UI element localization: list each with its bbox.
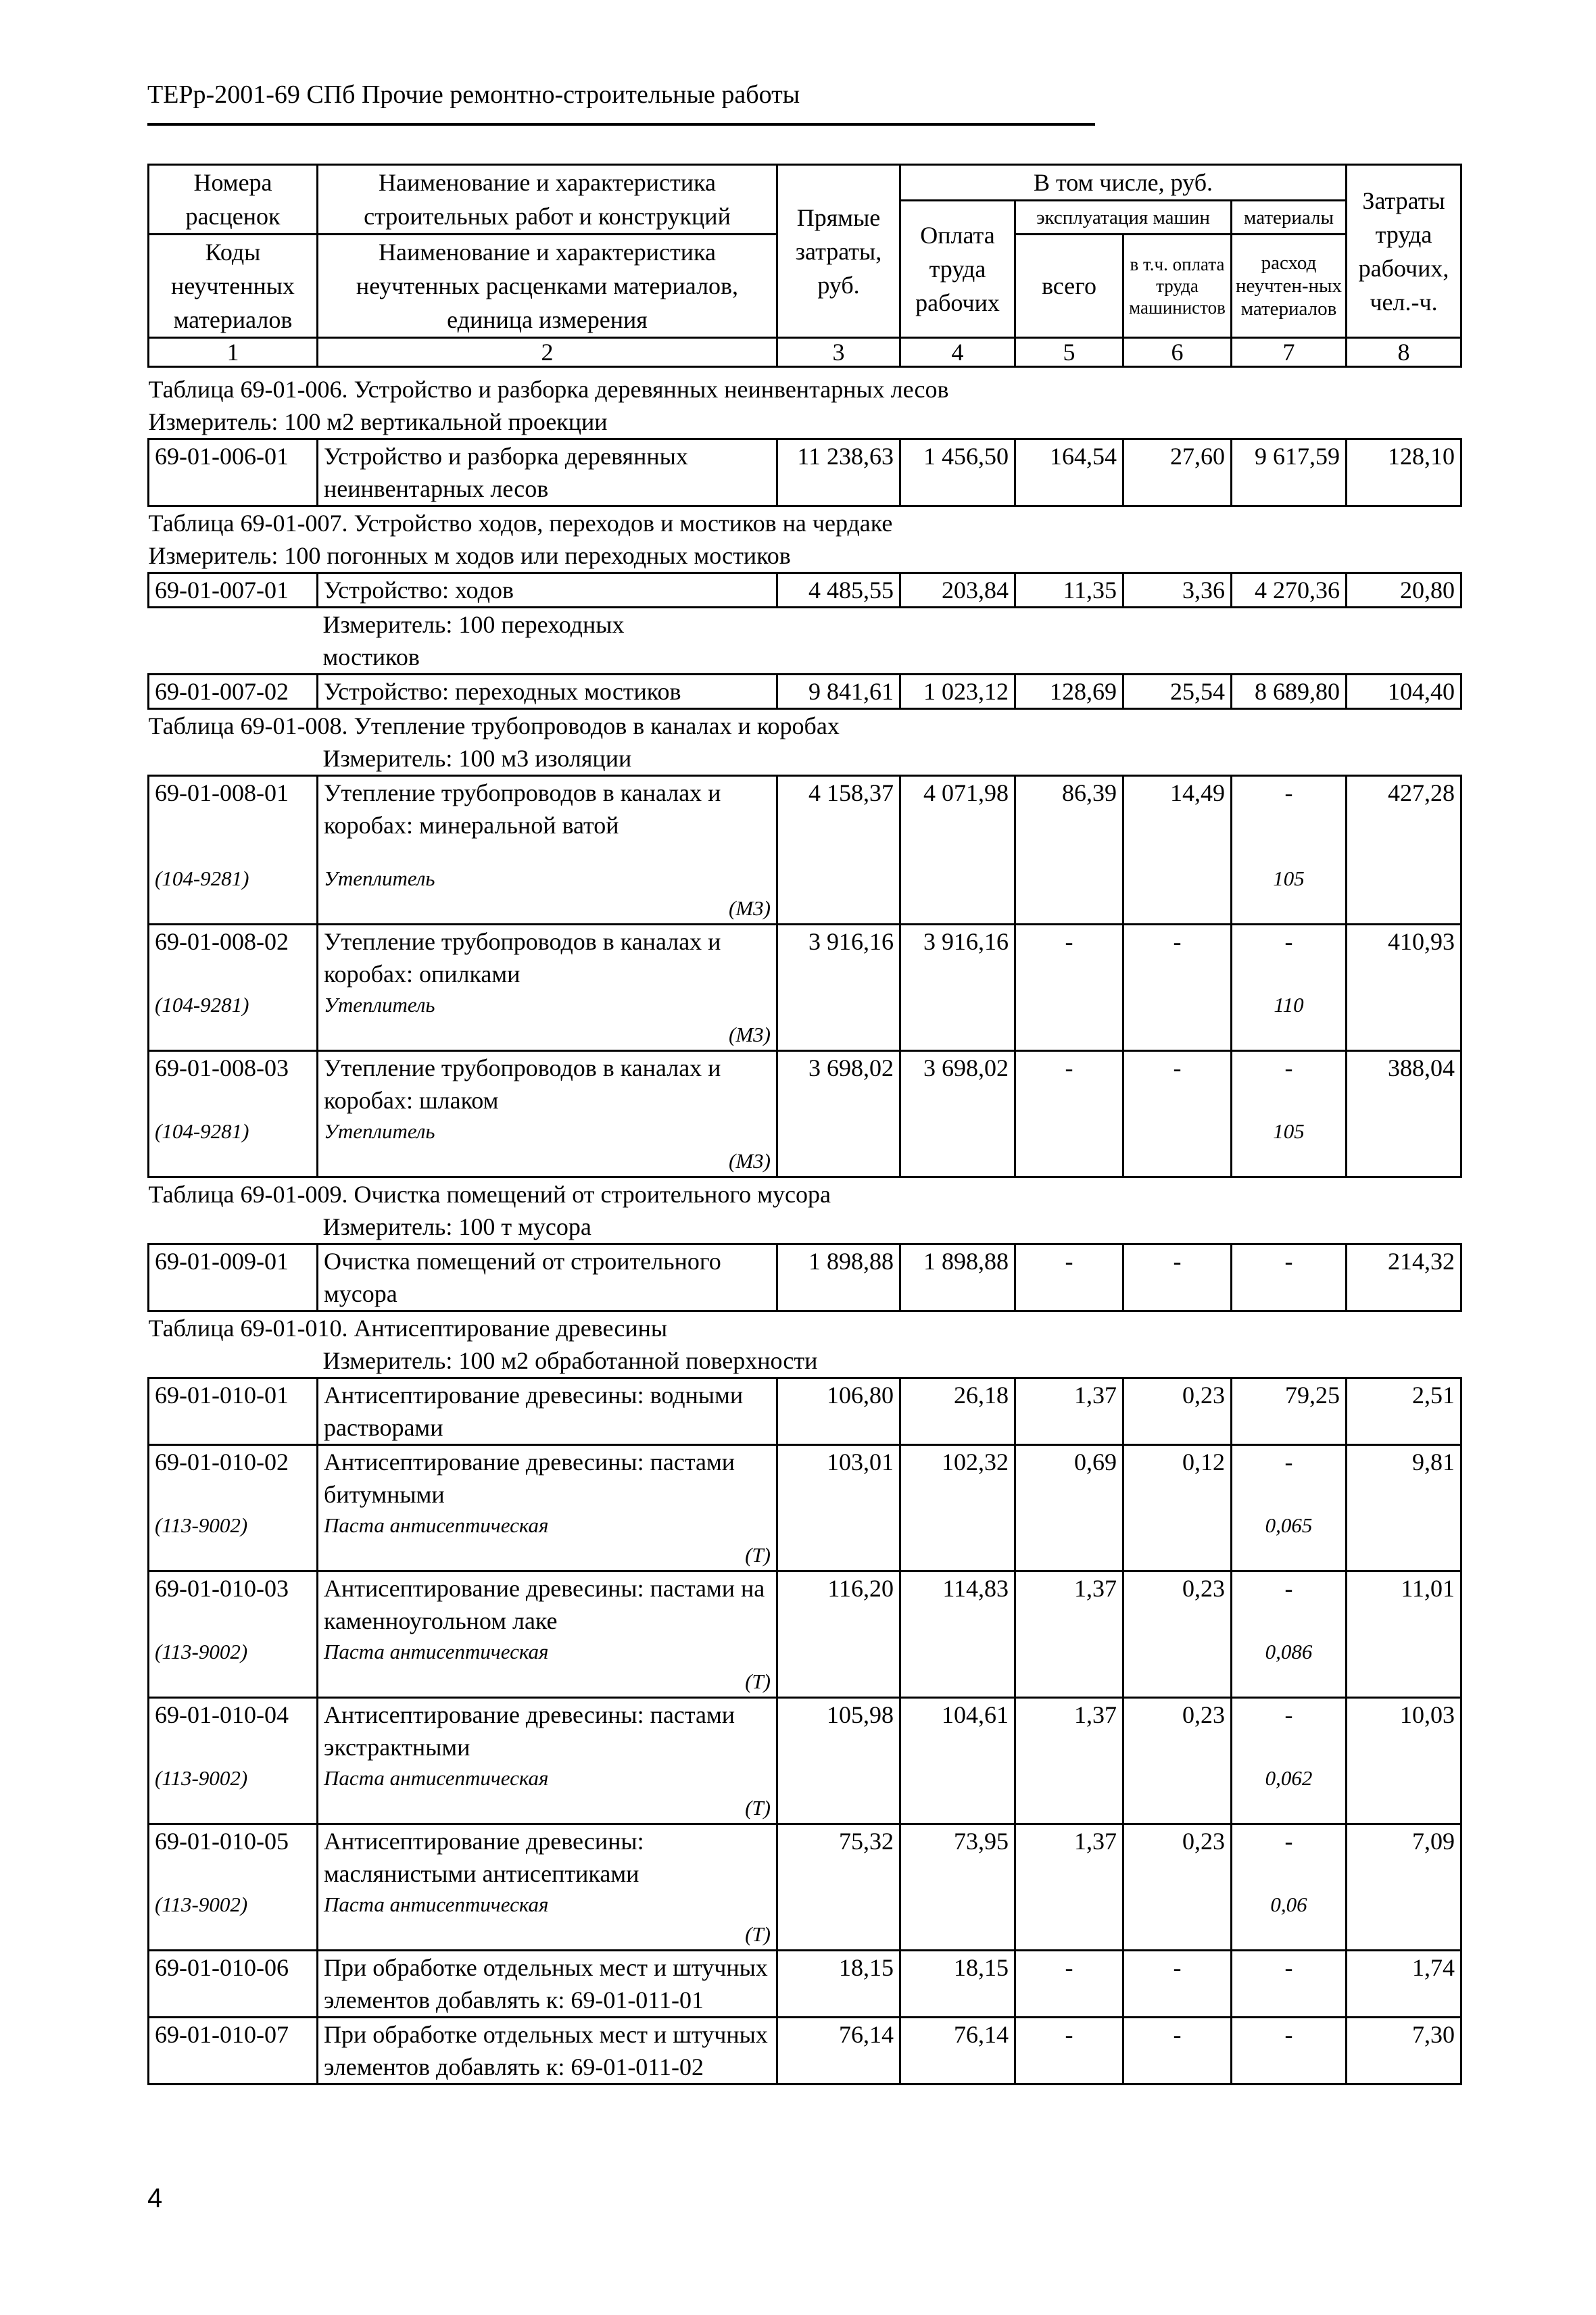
col-number: 1 [149,338,318,367]
material-unit: (Т) [745,1795,771,1820]
direct-cost: 11 238,63 [777,439,900,506]
direct-cost: 116,20 [777,1571,900,1637]
material-code: (104-9281) [149,1117,318,1177]
labor-cost: 26,18 [900,1378,1015,1444]
rate-name: Антисептирование древесины: пастами на каменноугольном лаке [318,1571,777,1637]
operator-wage: 0,12 [1123,1444,1232,1511]
rate-name: При обработке отдельных мест и штучных элементов добавлять к: 69-01-011-02 [318,2017,777,2084]
machine-cost: - [1015,1950,1123,2017]
col-2-top-header: Наименование и характеристика строительных работ и конструкций [318,165,777,235]
labor-cost: 18,15 [900,1950,1015,2017]
material-consumption: 110 [1232,990,1347,1051]
rate-code: 69-01-010-02 [149,1444,318,1511]
materials-cost: - [1232,1950,1347,2017]
direct-cost: 4 158,37 [777,776,900,864]
operator-wage: - [1123,2017,1232,2084]
labor-cost: 1 456,50 [900,439,1015,506]
operator-wage: 14,49 [1123,776,1232,864]
rate-name: Устройство и разборка деревянных неинвентарных лесов [318,439,777,506]
direct-cost: 76,14 [777,2017,900,2084]
material-unit: (Т) [745,1542,771,1567]
operator-wage: - [1123,1950,1232,2017]
labor-hours: 9,81 [1347,1444,1461,1511]
material-name: Утеплитель [324,866,435,890]
operator-wage: 0,23 [1123,1571,1232,1637]
material-row [149,1117,1461,1177]
operator-wage: 3,36 [1123,573,1232,608]
material-name: Паста антисептическая [324,1639,549,1663]
rate-code: 69-01-010-01 [149,1378,318,1444]
labor-cost: 1 898,88 [900,1244,1015,1311]
labor-hours: 427,28 [1347,776,1461,864]
material-row [149,990,1461,1051]
operator-wage: 27,60 [1123,439,1232,506]
col-6-header: в т.ч. оплата труда машинистов [1123,235,1232,338]
labor-cost: 1 023,12 [900,675,1015,709]
material-code: (113-9002) [149,1763,318,1824]
labor-cost: 73,95 [900,1824,1015,1890]
section-title: Таблица 69-01-006. Устройство и разборка деревянных неинвентарных лесов [148,376,949,403]
material-row [149,1763,1461,1824]
col-number: 7 [1232,338,1347,367]
rate-name: Устройство: переходных мостиков [318,675,777,709]
rate-code: 69-01-009-01 [149,1244,318,1311]
rate-name: При обработке отдельных мест и штучных элементов добавлять к: 69-01-011-01 [318,1950,777,2017]
rate-code: 69-01-008-03 [149,1050,318,1117]
rate-name: Утепление трубопроводов в каналах и коробах: опилками [318,924,777,990]
header-rule [147,123,1095,126]
table-row [149,2017,1461,2084]
rate-code: 69-01-010-06 [149,1950,318,2017]
operator-wage: - [1123,1244,1232,1311]
labor-hours: 7,09 [1347,1824,1461,1890]
machine-cost: 11,35 [1015,573,1123,608]
section-title: Таблица 69-01-010. Антисептирование древесины [148,1314,668,1342]
materials-cost: 9 617,59 [1232,439,1347,506]
labor-hours: 20,80 [1347,573,1461,608]
table-row [149,924,1461,990]
col-number: 5 [1015,338,1123,367]
material-code: (104-9281) [149,864,318,925]
page-number: 4 [147,2183,163,2213]
material-row [149,1890,1461,1951]
col-1-bottom-header: Коды неучтенных материалов [149,235,318,338]
materials-cost: 8 689,80 [1232,675,1347,709]
materials-cost: - [1232,1824,1347,1890]
labor-hours: 128,10 [1347,439,1461,506]
direct-cost: 75,32 [777,1824,900,1890]
machine-cost: 0,69 [1015,1444,1123,1511]
operator-wage: 0,23 [1123,1378,1232,1444]
machine-cost: 164,54 [1015,439,1123,506]
materials-cost: - [1232,1244,1347,1311]
material-name: Утеплитель [324,1119,435,1143]
col-number: 8 [1347,338,1461,367]
col-number: 2 [318,338,777,367]
labor-hours: 104,40 [1347,675,1461,709]
material-name: Паста антисептическая [324,1765,549,1790]
machine-cost: - [1015,1244,1123,1311]
col-number: 3 [777,338,900,367]
machine-cost: 86,39 [1015,776,1123,864]
table-row [149,675,1461,709]
material-unit: (Т) [745,1669,771,1693]
materials-cost: - [1232,1697,1347,1763]
labor-cost: 3 698,02 [900,1050,1015,1117]
material-consumption: 0,062 [1232,1763,1347,1824]
direct-cost: 18,15 [777,1950,900,2017]
machine-cost: 1,37 [1015,1697,1123,1763]
rate-code: 69-01-007-01 [149,573,318,608]
rate-code: 69-01-008-01 [149,776,318,864]
material-unit: (М3) [729,896,771,920]
operator-wage: - [1123,924,1232,990]
rate-code: 69-01-010-04 [149,1697,318,1763]
section-measure: Измеритель: 100 т мусора [322,1213,591,1240]
material-unit: (М3) [729,1148,771,1173]
machine-cost: 1,37 [1015,1824,1123,1890]
machine-cost: - [1015,924,1123,990]
rate-code: 69-01-010-07 [149,2017,318,2084]
material-row [149,1511,1461,1571]
direct-cost: 4 485,55 [777,573,900,608]
table-row [149,1378,1461,1444]
table-row [149,1571,1461,1637]
materials-header: материалы [1232,201,1347,235]
rate-code: 69-01-007-02 [149,675,318,709]
machine-cost: - [1015,1050,1123,1117]
labor-hours: 11,01 [1347,1571,1461,1637]
section-measure: Измеритель: 100 погонных м ходов или переходных мостиков [148,542,791,569]
rate-name: Устройство: ходов [318,573,777,608]
material-row [149,864,1461,925]
table-row [149,439,1461,506]
col-7-header: расход неучтен-ных материалов [1232,235,1347,338]
materials-cost: 4 270,36 [1232,573,1347,608]
materials-cost: - [1232,1444,1347,1511]
material-consumption: 105 [1232,864,1347,925]
material-name: Утеплитель [324,992,435,1017]
section-measure: Измеритель: 100 м2 вертикальной проекции [148,408,608,435]
labor-hours: 2,51 [1347,1378,1461,1444]
operator-wage: 0,23 [1123,1697,1232,1763]
rate-name: Антисептирование древесины: пастами экстрактными [318,1697,777,1763]
labor-cost: 3 916,16 [900,924,1015,990]
material-code: (113-9002) [149,1511,318,1571]
labor-cost: 203,84 [900,573,1015,608]
labor-cost: 114,83 [900,1571,1015,1637]
rate-name: Антисептирование древесины: пастами битумными [318,1444,777,1511]
col-8-header: Затраты труда рабочих, чел.-ч. [1347,165,1461,338]
labor-cost: 4 071,98 [900,776,1015,864]
running-header: ТЕРр-2001-69 СПб Прочие ремонтно-строительные работы [147,80,800,109]
materials-cost: - [1232,1571,1347,1637]
table-row [149,573,1461,608]
rate-code: 69-01-010-03 [149,1571,318,1637]
labor-hours: 10,03 [1347,1697,1461,1763]
machine-cost: 1,37 [1015,1378,1123,1444]
material-row [149,1637,1461,1698]
labor-hours: 410,93 [1347,924,1461,990]
rate-name: Утепление трубопроводов в каналах и коробах: шлаком [318,1050,777,1117]
materials-cost: - [1232,2017,1347,2084]
materials-cost: - [1232,924,1347,990]
rate-code: 69-01-010-05 [149,1824,318,1890]
direct-cost: 106,80 [777,1378,900,1444]
machine-cost: - [1015,2017,1123,2084]
labor-hours: 214,32 [1347,1244,1461,1311]
direct-cost: 1 898,88 [777,1244,900,1311]
table-row [149,1050,1461,1117]
rate-code: 69-01-008-02 [149,924,318,990]
material-consumption: 105 [1232,1117,1347,1177]
section-title: Таблица 69-01-009. Очистка помещений от строительного мусора [148,1180,831,1208]
col-4-header: Оплата труда рабочих [900,201,1015,338]
material-consumption: 0,065 [1232,1511,1347,1571]
table-row [149,1244,1461,1311]
col-5-header: всего [1015,235,1123,338]
group-header: В том числе, руб. [900,165,1347,201]
price-table [147,164,1462,2085]
labor-hours: 7,30 [1347,2017,1461,2084]
direct-cost: 103,01 [777,1444,900,1511]
section-measure: Измеритель: 100 переходных мостиков [322,611,625,671]
material-unit: (Т) [745,1922,771,1946]
machine-cost: 1,37 [1015,1571,1123,1637]
rate-name: Антисептирование древесины: водными растворами [318,1378,777,1444]
material-consumption: 0,06 [1232,1890,1347,1951]
table-row [149,1444,1461,1511]
material-code: (104-9281) [149,990,318,1051]
operator-wage: - [1123,1050,1232,1117]
section-measure: Измеритель: 100 м3 изоляции [322,745,632,772]
material-unit: (М3) [729,1022,771,1046]
section-title: Таблица 69-01-008. Утепление трубопроводов в каналах и коробах [148,712,840,739]
labor-hours: 1,74 [1347,1950,1461,2017]
col-number: 4 [900,338,1015,367]
col-3-header: Прямые затраты, руб. [777,165,900,338]
table-row [149,1824,1461,1890]
direct-cost: 3 698,02 [777,1050,900,1117]
labor-hours: 388,04 [1347,1050,1461,1117]
direct-cost: 3 916,16 [777,924,900,990]
machines-header: эксплуатация машин [1015,201,1232,235]
rate-name: Утепление трубопроводов в каналах и коробах: минеральной ватой [318,776,777,864]
rate-name: Антисептирование древесины: маслянистыми антисептиками [318,1824,777,1890]
col-2-bottom-header: Наименование и характеристика неучтенных расценками материалов, единица измерения [318,235,777,338]
labor-cost: 104,61 [900,1697,1015,1763]
rate-code: 69-01-006-01 [149,439,318,506]
material-code: (113-9002) [149,1637,318,1698]
materials-cost: 79,25 [1232,1378,1347,1444]
labor-cost: 102,32 [900,1444,1015,1511]
table-row [149,776,1461,864]
table-row [149,1697,1461,1763]
rate-name: Очистка помещений от строительного мусора [318,1244,777,1311]
materials-cost: - [1232,776,1347,864]
section-title: Таблица 69-01-007. Устройство ходов, переходов и мостиков на чердаке [148,510,893,537]
table-row [149,1950,1461,2017]
direct-cost: 9 841,61 [777,675,900,709]
labor-cost: 76,14 [900,2017,1015,2084]
material-name: Паста антисептическая [324,1892,549,1916]
material-name: Паста антисептическая [324,1513,549,1537]
operator-wage: 25,54 [1123,675,1232,709]
section-measure: Измеритель: 100 м2 обработанной поверхности [322,1346,818,1374]
machine-cost: 128,69 [1015,675,1123,709]
operator-wage: 0,23 [1123,1824,1232,1890]
materials-cost: - [1232,1050,1347,1117]
direct-cost: 105,98 [777,1697,900,1763]
col-number: 6 [1123,338,1232,367]
material-code: (113-9002) [149,1890,318,1951]
material-consumption: 0,086 [1232,1637,1347,1698]
col-1-top-header: Номера расценок [149,165,318,235]
